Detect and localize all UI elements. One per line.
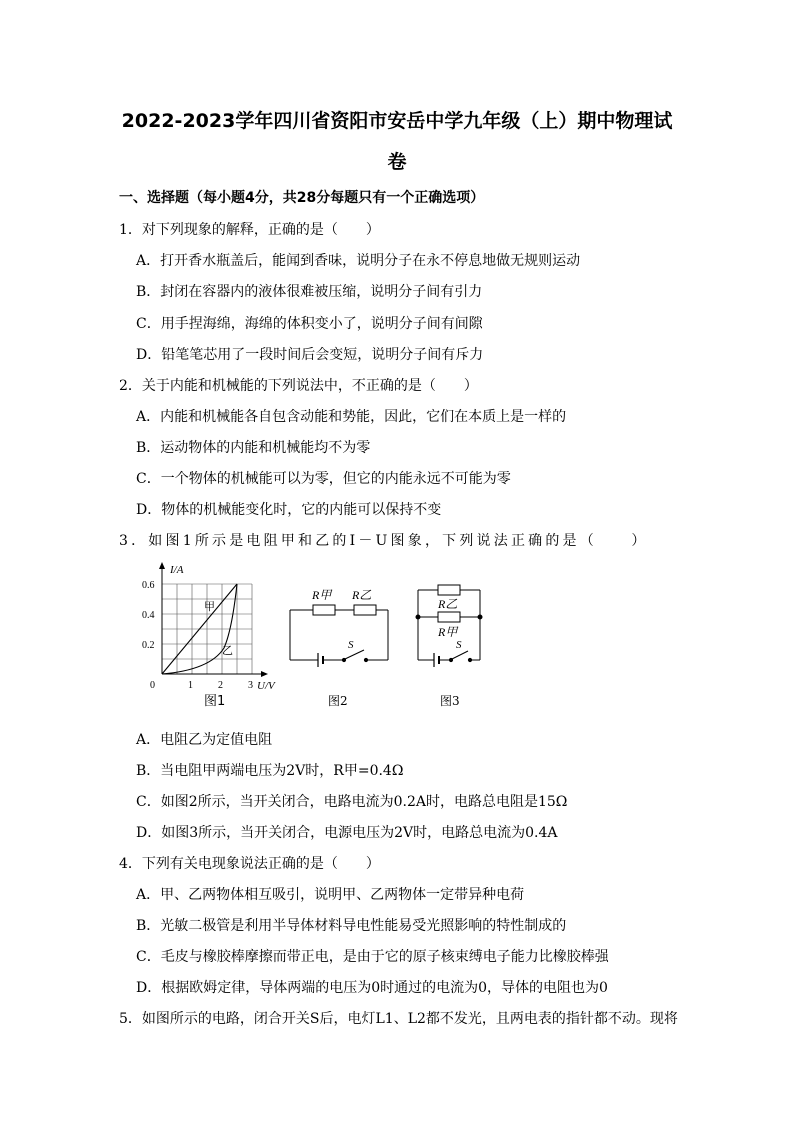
q2-option-c: C．一个物体的机械能可以为零，但它的内能永远不可能为零 [136,471,511,487]
fig2-resistor-yi [354,605,376,615]
q3-option-b: B．当电阻甲两端电压为2V时，R甲=0.4Ω [136,763,404,779]
q1-option-a: A．打开香水瓶盖后，能闻到香味，说明分子在永不停息地做无规则运动 [136,253,581,269]
q4-option-d: D．根据欧姆定律，导体两端的电压为0时通过的电流为0，导体的电阻也为0 [136,980,608,996]
fig3-label-r-yi: R乙 [438,597,458,611]
q5-stem: 5．如图所示的电路，闭合开关S后，电灯L1、L2都不发光，且两电表的指针都不动。现将 [119,1011,678,1027]
fig3-switch [452,651,468,659]
fig1-y-tick-06: 0.6 [142,580,155,591]
fig2-switch [345,650,364,659]
fig2-caption: 图2 [328,694,348,708]
fig2-label-r-yi: R乙 [352,588,372,602]
fig1-x-tick-2: 2 [218,680,223,691]
fig1-x-label: U/V [257,680,275,692]
q4-stem: 4．下列有关电现象说法正确的是（ ） [119,856,380,872]
fig2-resistor-jia [313,605,335,615]
fig3-parallel-circuit [416,585,482,708]
title-line-2: 卷 [387,151,407,173]
section-heading: 一、选择题（每小题4分，共28分每题只有一个正确选项） [119,190,485,206]
q4-option-c: C．毛皮与橡胶棒摩擦而带正电，是由于它的原子核束缚电子能力比橡胶棒强 [136,949,609,965]
fig1-graph [142,562,276,709]
fig2-series-circuit [290,588,388,708]
fig3-resistor-jia [438,612,460,622]
q3-option-c: C．如图2所示，当开关闭合，电路电流为0.2A时，电路总电阻是15Ω [136,794,568,810]
fig1-y-tick-04: 0.4 [142,610,155,621]
fig1-x-tick-1: 1 [188,680,193,691]
fig3-caption: 图3 [440,694,460,708]
q3-figures [140,560,500,710]
fig2-label-r-jia: R甲 [312,588,332,602]
q2-stem: 2．关于内能和机械能的下列说法中，不正确的是（ ） [119,378,478,394]
fig2-label-s: S [348,639,354,651]
title-line-1: 2022-2023学年四川省资阳市安岳中学九年级（上）期中物理试 [121,110,673,132]
q3-stem: 3．如图1所示是电阻甲和乙的I－U图象，下列说法正确的是（ ） [119,533,649,549]
q1-stem: 1．对下列现象的解释，正确的是（ ） [119,222,380,238]
fig1-caption: 图1 [204,694,226,709]
q2-option-b: B．运动物体的内能和机械能均不为零 [136,440,371,456]
fig1-y-label: I/A [170,564,184,576]
q4-option-b: B．光敏二极管是利用半导体材料导电性能易受光照影响的特性制成的 [136,918,567,934]
fig1-label-yi: 乙 [222,644,233,657]
fig3-label-r-jia: R甲 [438,625,458,639]
q1-option-c: C．用手捏海绵，海绵的体积变小了，说明分子间有间隙 [136,316,483,332]
q4-option-a: A．甲、乙两物体相互吸引，说明甲、乙两物体一定带异种电荷 [136,887,525,903]
q1-option-d: D．铅笔笔芯用了一段时间后会变短，说明分子间有斥力 [136,347,484,363]
q3-option-a: A．电阻乙为定值电阻 [136,732,273,748]
q2-option-a: A．内能和机械能各自包含动能和势能，因此，它们在本质上是一样的 [136,409,567,425]
fig1-x-tick-0: 0 [150,680,155,691]
q3-option-d: D．如图3所示，当开关闭合，电源电压为2V时，电路总电流为0.4A [136,825,558,841]
fig1-label-jia: 甲 [204,600,215,613]
fig1-y-tick-02: 0.2 [142,640,155,651]
fig1-x-tick-3: 3 [248,680,253,691]
q1-option-b: B．封闭在容器内的液体很难被压缩，说明分子间有引力 [136,284,483,300]
q2-option-d: D．物体的机械能变化时，它的内能可以保持不变 [136,502,442,518]
fig3-label-s: S [456,639,462,651]
